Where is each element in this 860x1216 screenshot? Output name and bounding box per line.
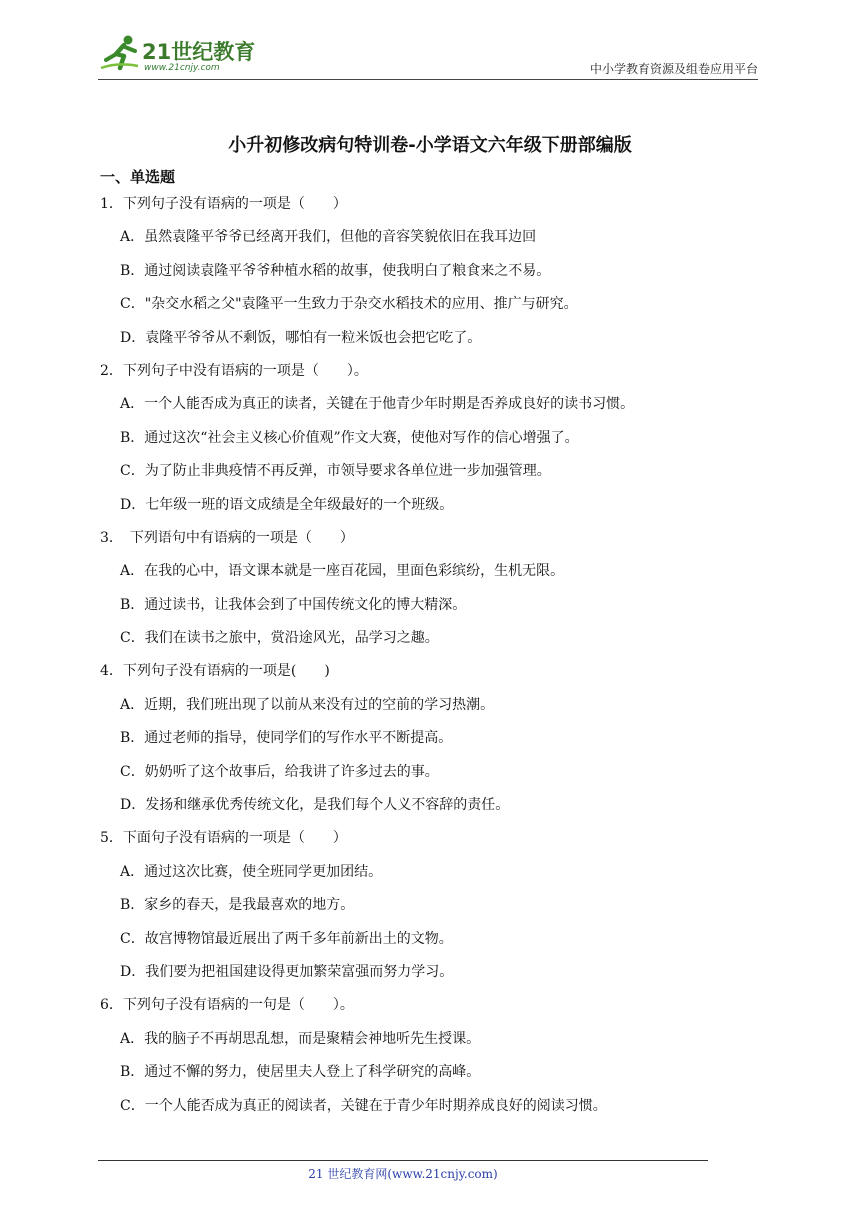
question-1 bbox=[100, 193, 740, 349]
header-divider bbox=[98, 79, 758, 80]
option-a: A．我的脑子不再胡思乱想，而是聚精会神地听先生授课。 bbox=[120, 1030, 481, 1047]
option-c: C．"杂交水稻之父"袁隆平一生致力于杂交水稻技术的应用、推广与研究。 bbox=[120, 296, 578, 313]
option-c: C．我们在读书之旅中，赏沿途风光，品学习之趣。 bbox=[120, 630, 439, 647]
option-a: A．近期，我们班出现了以前从来没有过的空前的学习热潮。 bbox=[120, 696, 495, 713]
option-b: B．通过阅读袁隆平爷爷种植水稻的故事，使我明白了粮食来之不易。 bbox=[120, 262, 551, 279]
question-6 bbox=[100, 994, 740, 1116]
option-a: A．虽然袁隆平爷爷已经离开我们，但他的音容笑貌依旧在我耳边回 bbox=[120, 229, 537, 246]
question-stem: 4．下列句子没有语病的一项是( ) bbox=[100, 663, 330, 680]
question-stem: 6．下列句子没有语病的一句是（ ）。 bbox=[100, 997, 354, 1014]
question-3 bbox=[100, 527, 740, 649]
option-d: D．我们要为把祖国建设得更加繁荣富强而努力学习。 bbox=[120, 963, 454, 980]
page-title: 小升初修改病句特训卷-小学语文六年级下册部编版 bbox=[228, 135, 632, 156]
section-heading: 一、单选题 bbox=[100, 168, 176, 186]
footer-link[interactable]: 21 世纪教育网(www.21cnjy.com) bbox=[308, 1167, 498, 1181]
option-a: A．一个人能否成为真正的读者，关键在于他青少年时期是否养成良好的读书习惯。 bbox=[120, 396, 635, 413]
option-b: B．通过读书，让我体会到了中国传统文化的博大精深。 bbox=[120, 596, 467, 613]
question-stem: 3． 下列语句中有语病的一项是（ ） bbox=[100, 529, 354, 546]
question-stem: 1．下列句子没有语病的一项是（ ） bbox=[100, 196, 347, 212]
option-a: A．在我的心中，语文课本就是一座百花园，里面色彩缤纷，生机无限。 bbox=[120, 563, 565, 580]
option-d: D．发扬和继承优秀传统文化，是我们每个人义不容辞的责任。 bbox=[120, 797, 510, 814]
question-stem: 2．下列句子中没有语病的一项是（ ）。 bbox=[100, 362, 368, 379]
site-logo bbox=[98, 32, 258, 76]
question-stem: 5．下面句子没有语病的一项是（ ） bbox=[100, 830, 347, 847]
page-header bbox=[98, 32, 758, 80]
option-b: B．家乡的春天，是我最喜欢的地方。 bbox=[120, 897, 355, 914]
option-c: C．故宫博物馆最近展出了两千多年前新出土的文物。 bbox=[120, 930, 453, 947]
logo-text: 21世纪教育 bbox=[142, 40, 256, 64]
option-d: D．袁隆平爷爷从不剩饭，哪怕有一粒米饭也会把它吃了。 bbox=[120, 329, 482, 346]
runner-logo-icon bbox=[98, 34, 142, 74]
option-b: B．通过这次“社会主义核心价值观”作文大赛，使他对写作的信心增强了。 bbox=[120, 429, 579, 446]
option-b: B．通过老师的指导，使同学们的写作水平不断提高。 bbox=[120, 730, 453, 747]
question-2 bbox=[100, 360, 740, 516]
question-4 bbox=[100, 660, 740, 816]
option-c: C．一个人能否成为真正的阅读者，关键在于青少年时期养成良好的阅读习惯。 bbox=[120, 1097, 607, 1114]
platform-name: 中小学教育资源及组卷应用平台 bbox=[589, 62, 758, 76]
option-c: C．奶奶听了这个故事后，给我讲了许多过去的事。 bbox=[120, 763, 439, 780]
footer-divider bbox=[98, 1160, 708, 1161]
option-c: C．为了防止非典疫情不再反弹，市领导要求各单位进一步加强管理。 bbox=[120, 463, 551, 480]
option-b: B．通过不懈的努力，使居里夫人登上了科学研究的高峰。 bbox=[120, 1064, 481, 1081]
question-5 bbox=[100, 827, 740, 983]
option-a: A．通过这次比赛，使全班同学更加团结。 bbox=[120, 863, 383, 880]
question-list bbox=[100, 193, 740, 1128]
option-d: D．七年级一班的语文成绩是全年级最好的一个班级。 bbox=[120, 496, 454, 513]
logo-url: www.21cnjy.com bbox=[144, 63, 220, 73]
